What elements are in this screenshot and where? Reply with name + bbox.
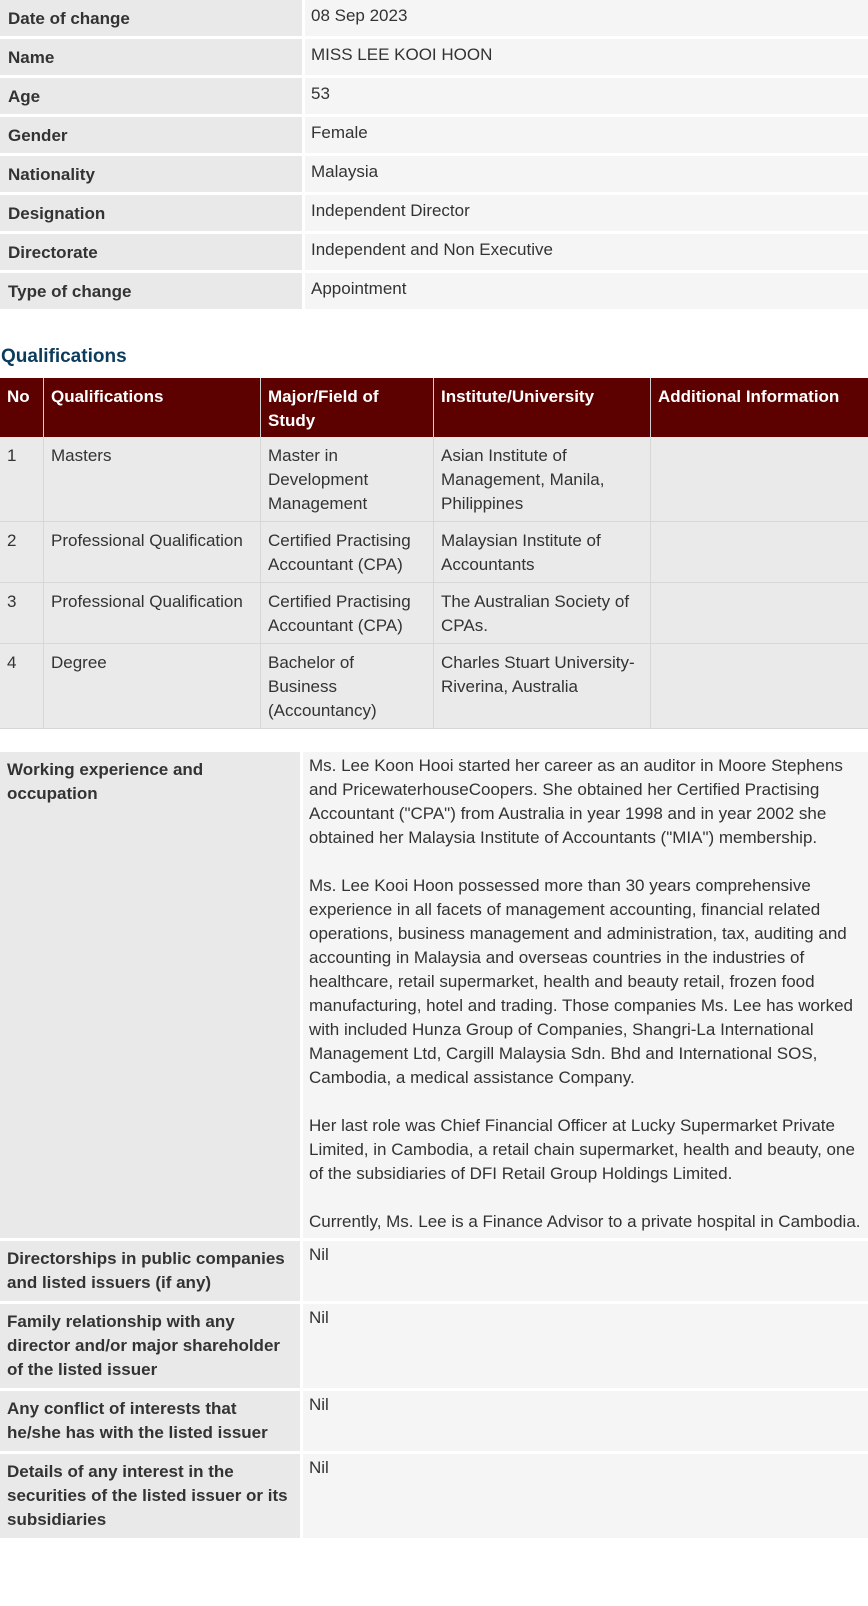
cell-additional-info bbox=[651, 437, 868, 522]
info-label: Nationality bbox=[0, 156, 305, 192]
info-label: Gender bbox=[0, 117, 305, 153]
column-header-institute: Institute/University bbox=[434, 378, 651, 437]
detail-value: Nil bbox=[303, 1454, 868, 1538]
info-value: Independent Director bbox=[305, 195, 868, 231]
info-row-nationality bbox=[0, 156, 868, 192]
cell-additional-info bbox=[651, 644, 868, 729]
column-header-no: No bbox=[0, 378, 44, 437]
qualifications-heading: Qualifications bbox=[1, 346, 127, 367]
director-details-table bbox=[0, 749, 868, 1541]
column-header-qualifications: Qualifications bbox=[44, 378, 261, 437]
cell-qualification: Masters bbox=[44, 437, 261, 522]
info-value: Malaysia bbox=[305, 156, 868, 192]
info-value: Appointment bbox=[305, 273, 868, 309]
experience-paragraph: Her last role was Chief Financial Officer at Lucky Supermarket Private Limited, in Cambodia, a retail chain supermarket, health and beauty, one of the subsidiaries of DFI Retail Group Holdings Limited. bbox=[309, 1116, 855, 1183]
cell-qualification: Professional Qualification bbox=[44, 583, 261, 644]
info-value: 53 bbox=[305, 78, 868, 114]
detail-value: Nil bbox=[303, 1304, 868, 1388]
cell-major: Bachelor of Business (Accountancy) bbox=[261, 644, 434, 729]
table-row bbox=[0, 583, 868, 644]
cell-institute: The Australian Society of CPAs. bbox=[434, 583, 651, 644]
info-label: Directorate bbox=[0, 234, 305, 270]
cell-major: Certified Practising Accountant (CPA) bbox=[261, 522, 434, 583]
cell-institute: Charles Stuart University-Riverina, Australia bbox=[434, 644, 651, 729]
detail-value: Nil bbox=[303, 1241, 868, 1301]
info-label: Date of change bbox=[0, 0, 305, 36]
qualifications-header-row bbox=[0, 378, 868, 437]
detail-label: Directorships in public companies and listed issuers (if any) bbox=[0, 1241, 303, 1301]
cell-additional-info bbox=[651, 583, 868, 644]
change-info-table bbox=[0, 0, 868, 312]
info-row-type-of-change bbox=[0, 273, 868, 309]
info-row-directorate bbox=[0, 234, 868, 270]
column-header-major: Major/Field of Study bbox=[261, 378, 434, 437]
detail-row-conflict bbox=[0, 1391, 868, 1451]
cell-major: Master in Development Management bbox=[261, 437, 434, 522]
detail-row-experience bbox=[0, 752, 868, 1238]
info-label: Type of change bbox=[0, 273, 305, 309]
cell-no: 2 bbox=[0, 522, 44, 583]
detail-value: Nil bbox=[303, 1391, 868, 1451]
info-row-designation bbox=[0, 195, 868, 231]
detail-label: Working experience and occupation bbox=[0, 752, 303, 1238]
table-row bbox=[0, 522, 868, 583]
cell-major: Certified Practising Accountant (CPA) bbox=[261, 583, 434, 644]
table-row bbox=[0, 644, 868, 729]
detail-label: Family relationship with any director and/or major shareholder of the listed issuer bbox=[0, 1304, 303, 1388]
info-row-name bbox=[0, 39, 868, 75]
info-label: Age bbox=[0, 78, 305, 114]
info-row-age bbox=[0, 78, 868, 114]
info-row-gender bbox=[0, 117, 868, 153]
cell-no: 3 bbox=[0, 583, 44, 644]
info-value: Female bbox=[305, 117, 868, 153]
info-value: MISS LEE KOOI HOON bbox=[305, 39, 868, 75]
info-label: Designation bbox=[0, 195, 305, 231]
experience-paragraph: Currently, Ms. Lee is a Finance Advisor to a private hospital in Cambodia. bbox=[309, 1212, 861, 1231]
experience-text bbox=[303, 752, 868, 1238]
info-value: 08 Sep 2023 bbox=[305, 0, 868, 36]
cell-no: 4 bbox=[0, 644, 44, 729]
info-row-date bbox=[0, 0, 868, 36]
experience-paragraph: Ms. Lee Koon Hooi started her career as an auditor in Moore Stephens and PricewaterhouseCoopers. She obtained her Certified Practising Accountant ("CPA") from Australia in year 1998 and in year 2002 she obtained her Malaysia Institute of Accountants ("MIA") membership. bbox=[309, 756, 843, 847]
table-row bbox=[0, 437, 868, 522]
cell-additional-info bbox=[651, 522, 868, 583]
detail-label: Details of any interest in the securities of the listed issuer or its subsidiaries bbox=[0, 1454, 303, 1538]
column-header-additional-info: Additional Information bbox=[651, 378, 868, 437]
info-label: Name bbox=[0, 39, 305, 75]
qualifications-table bbox=[0, 378, 868, 729]
detail-row-securities bbox=[0, 1454, 868, 1538]
cell-institute: Malaysian Institute of Accountants bbox=[434, 522, 651, 583]
experience-paragraph: Ms. Lee Kooi Hoon possessed more than 30 years comprehensive experience in all facets of management accounting, financial related operations, business management and administration, tax, auditing and accounting in Malaysia and overseas countries in the industries of healthcare, retail supermarket, health and beauty retail, frozen food manufacturing, hotel and trading. Those companies Ms. Lee has worked with included Hunza Group of Companies, Shangri-La International Management Ltd, Cargill Malaysia Sdn. Bhd and International SOS, Cambodia, a medical assistance Company. bbox=[309, 876, 853, 1087]
cell-qualification: Professional Qualification bbox=[44, 522, 261, 583]
cell-institute: Asian Institute of Management, Manila, Philippines bbox=[434, 437, 651, 522]
detail-label: Any conflict of interests that he/she has with the listed issuer bbox=[0, 1391, 303, 1451]
cell-no: 1 bbox=[0, 437, 44, 522]
detail-row-directorships bbox=[0, 1241, 868, 1301]
detail-row-family bbox=[0, 1304, 868, 1388]
cell-qualification: Degree bbox=[44, 644, 261, 729]
info-value: Independent and Non Executive bbox=[305, 234, 868, 270]
